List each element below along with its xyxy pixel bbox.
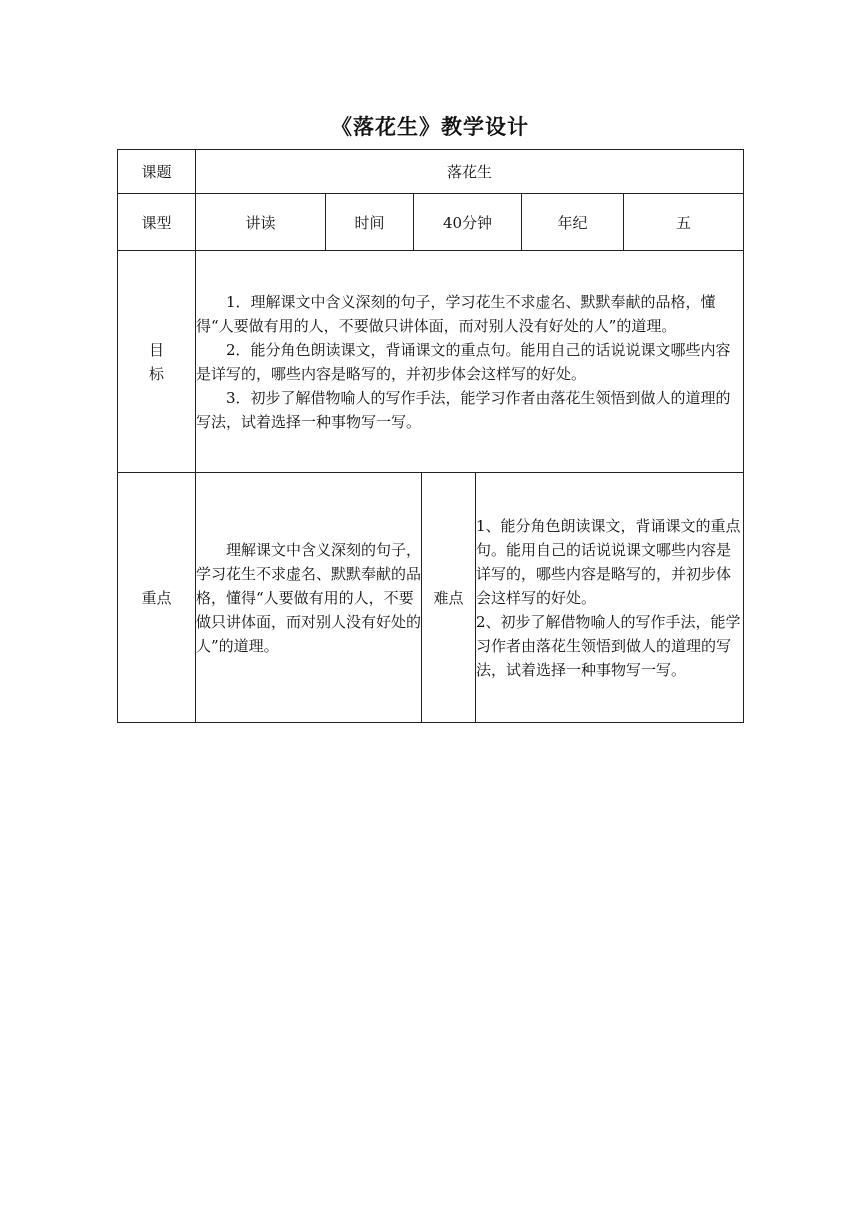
lesson-plan-table	[117, 149, 744, 723]
goals-label	[118, 251, 196, 473]
row-key-difficulty	[118, 473, 744, 723]
goals-content	[196, 251, 744, 473]
key-content	[196, 473, 422, 723]
goals-label-line1: 目	[148, 340, 164, 359]
row-goals	[118, 251, 744, 473]
topic-value: 落花生	[196, 150, 744, 194]
goals-label-line2: 标	[148, 364, 164, 383]
goal-item: 2．能分角色朗读课文，背诵课文的重点句。能用自己的话说说课文哪些内容是详写的，哪些内容是略写的，并初步体会这样写的好处。	[196, 340, 731, 383]
document-title: 《落花生》教学设计	[331, 115, 529, 139]
difficulty-content	[476, 473, 744, 723]
row-topic	[118, 150, 744, 194]
difficulty-item: 2、初步了解借物喻人的写作手法，能学习作者由落花生领悟到做人的道理的写法，试着选择一种事物写一写。	[476, 612, 741, 679]
grade-label: 年纪	[522, 194, 624, 251]
type-value: 讲读	[196, 194, 326, 251]
goal-item: 3．初步了解借物喻人的写作手法，能学习作者由落花生领悟到做人的道理的写法，试着选择一种事物写一写。	[196, 388, 731, 431]
row-type	[118, 194, 744, 251]
grade-value: 五	[624, 194, 744, 251]
type-label: 课型	[118, 194, 196, 251]
goal-item: 1．理解课文中含义深刻的句子，学习花生不求虚名、默默奉献的品格，懂得“人要做有用的人，不要做只讲体面，而对别人没有好处的人”的道理。	[196, 292, 716, 335]
key-text: 理解课文中含义深刻的句子，学习花生不求虚名、默默奉献的品格，懂得“人要做有用的人，不要做只讲体面，而对别人没有好处的人”的道理。	[196, 540, 422, 655]
key-label: 重点	[118, 473, 196, 723]
time-value: 40分钟	[414, 194, 522, 251]
difficulty-item: 1、能分角色朗读课文，背诵课文的重点句。能用自己的话说说课文哪些内容是详写的，哪些内容是略写的，并初步体会这样写的好处。	[476, 516, 741, 607]
time-label: 时间	[326, 194, 414, 251]
difficulty-label: 难点	[422, 473, 476, 723]
topic-label: 课题	[118, 150, 196, 194]
